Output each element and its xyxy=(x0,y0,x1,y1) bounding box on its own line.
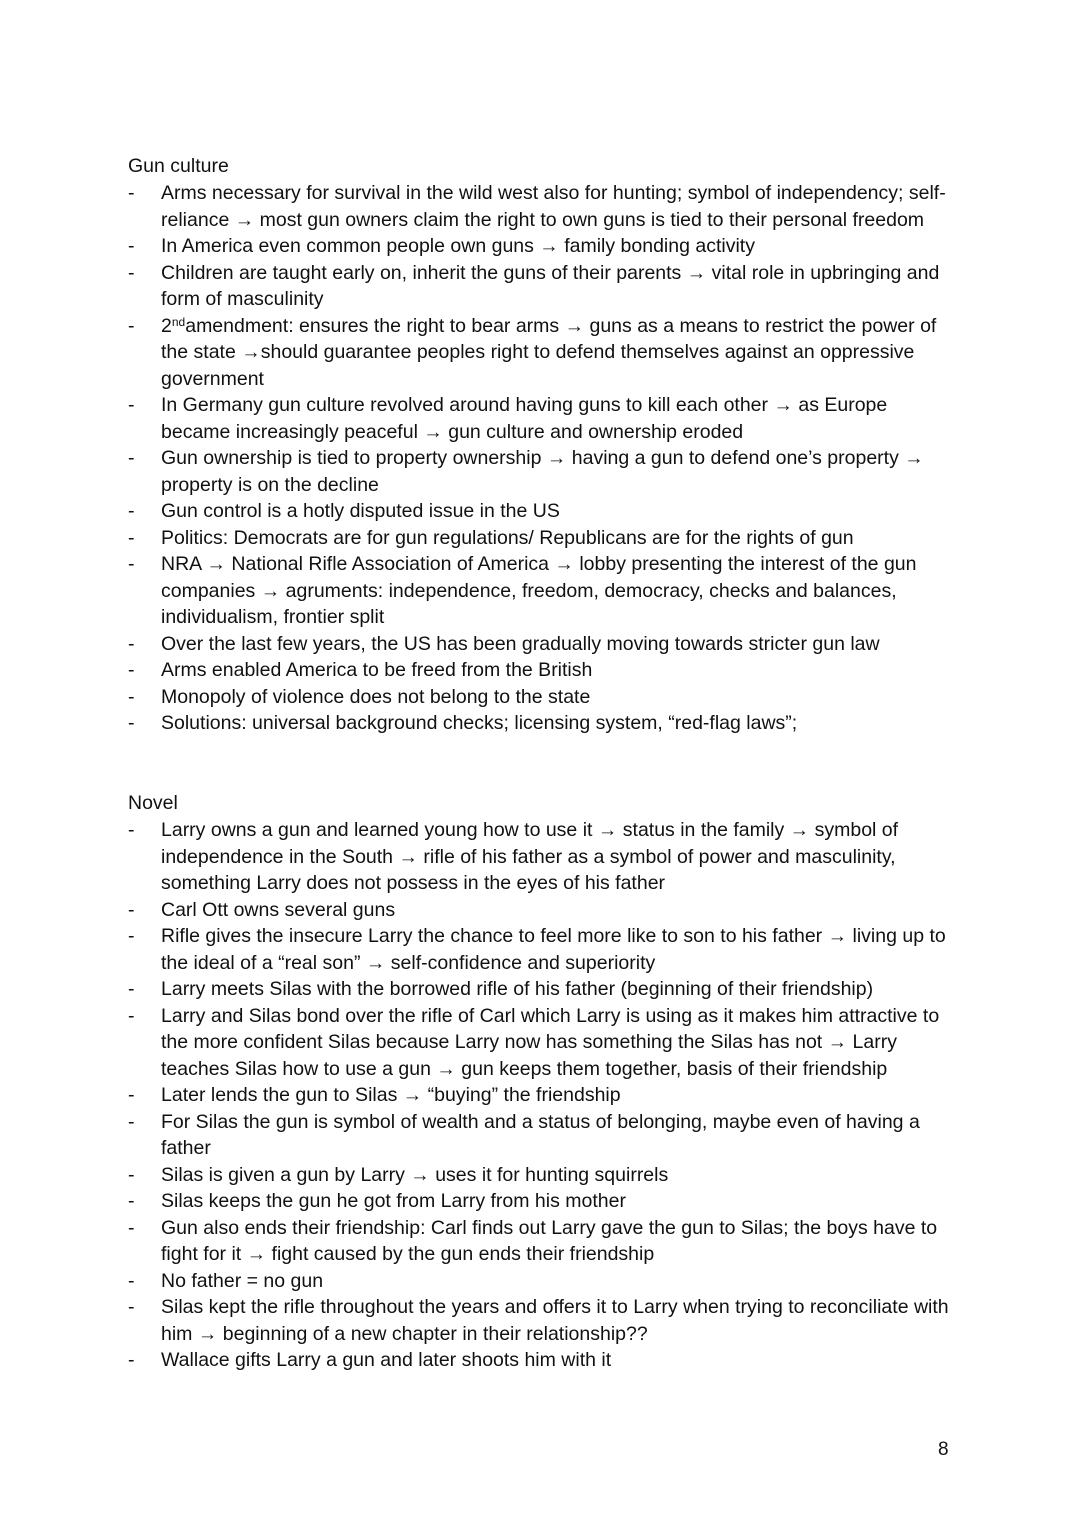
section-novel xyxy=(128,790,958,1374)
list-item: - Carl Ott owns several guns xyxy=(128,897,958,924)
bullet-list xyxy=(128,180,958,737)
list-item: - Silas keeps the gun he got from Larry from his mother xyxy=(128,1188,958,1215)
list-item: - Monopoly of violence does not belong to the state xyxy=(128,684,958,711)
list-item: - Larry meets Silas with the borrowed rifle of his father (beginning of their friendship) xyxy=(128,976,958,1003)
list-item: - Rifle gives the insecure Larry the chance to feel more like to son to his father → living up to the ideal of a “real son” → self-confidence and superiority xyxy=(128,923,958,976)
list-item: - Children are taught early on, inherit the guns of their parents → vital role in upbringing and form of masculinity xyxy=(128,260,958,313)
list-item: - Wallace gifts Larry a gun and later shoots him with it xyxy=(128,1347,958,1374)
list-item: - No father = no gun xyxy=(128,1268,958,1295)
ordinal-superscript: nd xyxy=(171,314,186,329)
list-item: - In America even common people own guns → family bonding activity xyxy=(128,233,958,260)
list-item: - Arms necessary for survival in the wild west also for hunting; symbol of independency; self-reliance → most gun owners claim the right to own guns is tied to their personal freedom xyxy=(128,180,958,233)
list-item: - Silas is given a gun by Larry → uses it for hunting squirrels xyxy=(128,1162,958,1189)
list-item: - Larry owns a gun and learned young how to use it → status in the family → symbol of independence in the South → rifle of his father as a symbol of power and masculinity, something Larry does not possess in the eyes of his father xyxy=(128,817,958,897)
list-item: - For Silas the gun is symbol of wealth and a status of belonging, maybe even of having a father xyxy=(128,1109,958,1162)
section-gun-culture xyxy=(128,153,958,737)
list-item: - 2ndamendment: ensures the right to bear arms → guns as a means to restrict the power of the state →should guarantee peoples right to defend themselves against an oppressive government xyxy=(128,313,958,393)
bullet-list xyxy=(128,817,958,1374)
list-item: - In Germany gun culture revolved around having guns to kill each other → as Europe became increasingly peaceful → gun culture and ownership eroded xyxy=(128,392,958,445)
list-item: - Silas kept the rifle throughout the years and offers it to Larry when trying to reconciliate with him → beginning of a new chapter in their relationship?? xyxy=(128,1294,958,1347)
section-title: Novel xyxy=(128,792,178,814)
list-item: - NRA → National Rifle Association of America → lobby presenting the interest of the gun companies → agruments: independence, freedom, democracy, checks and balances, individualism, frontier split xyxy=(128,551,958,631)
list-item: - Over the last few years, the US has been gradually moving towards stricter gun law xyxy=(128,631,958,658)
page-number: 8 xyxy=(938,1439,949,1460)
list-item: - Larry and Silas bond over the rifle of Carl which Larry is using as it makes him attractive to the more confident Silas because Larry now has something the Silas has not → Larry teaches Silas how to use a gun → gun keeps them together, basis of their friendship xyxy=(128,1003,958,1083)
list-item: - Later lends the gun to Silas → “buying” the friendship xyxy=(128,1082,958,1109)
list-item: - Gun ownership is tied to property ownership → having a gun to defend one’s property → property is on the decline xyxy=(128,445,958,498)
list-item: - Arms enabled America to be freed from the British xyxy=(128,657,958,684)
list-item: - Solutions: universal background checks; licensing system, “red-flag laws”; xyxy=(128,710,958,737)
list-item: - Gun also ends their friendship: Carl finds out Larry gave the gun to Silas; the boys have to fight for it → fight caused by the gun ends their friendship xyxy=(128,1215,958,1268)
list-item: - Gun control is a hotly disputed issue in the US xyxy=(128,498,958,525)
section-title: Gun culture xyxy=(128,155,229,177)
list-item: - Politics: Democrats are for gun regulations/ Republicans are for the rights of gun xyxy=(128,525,958,552)
